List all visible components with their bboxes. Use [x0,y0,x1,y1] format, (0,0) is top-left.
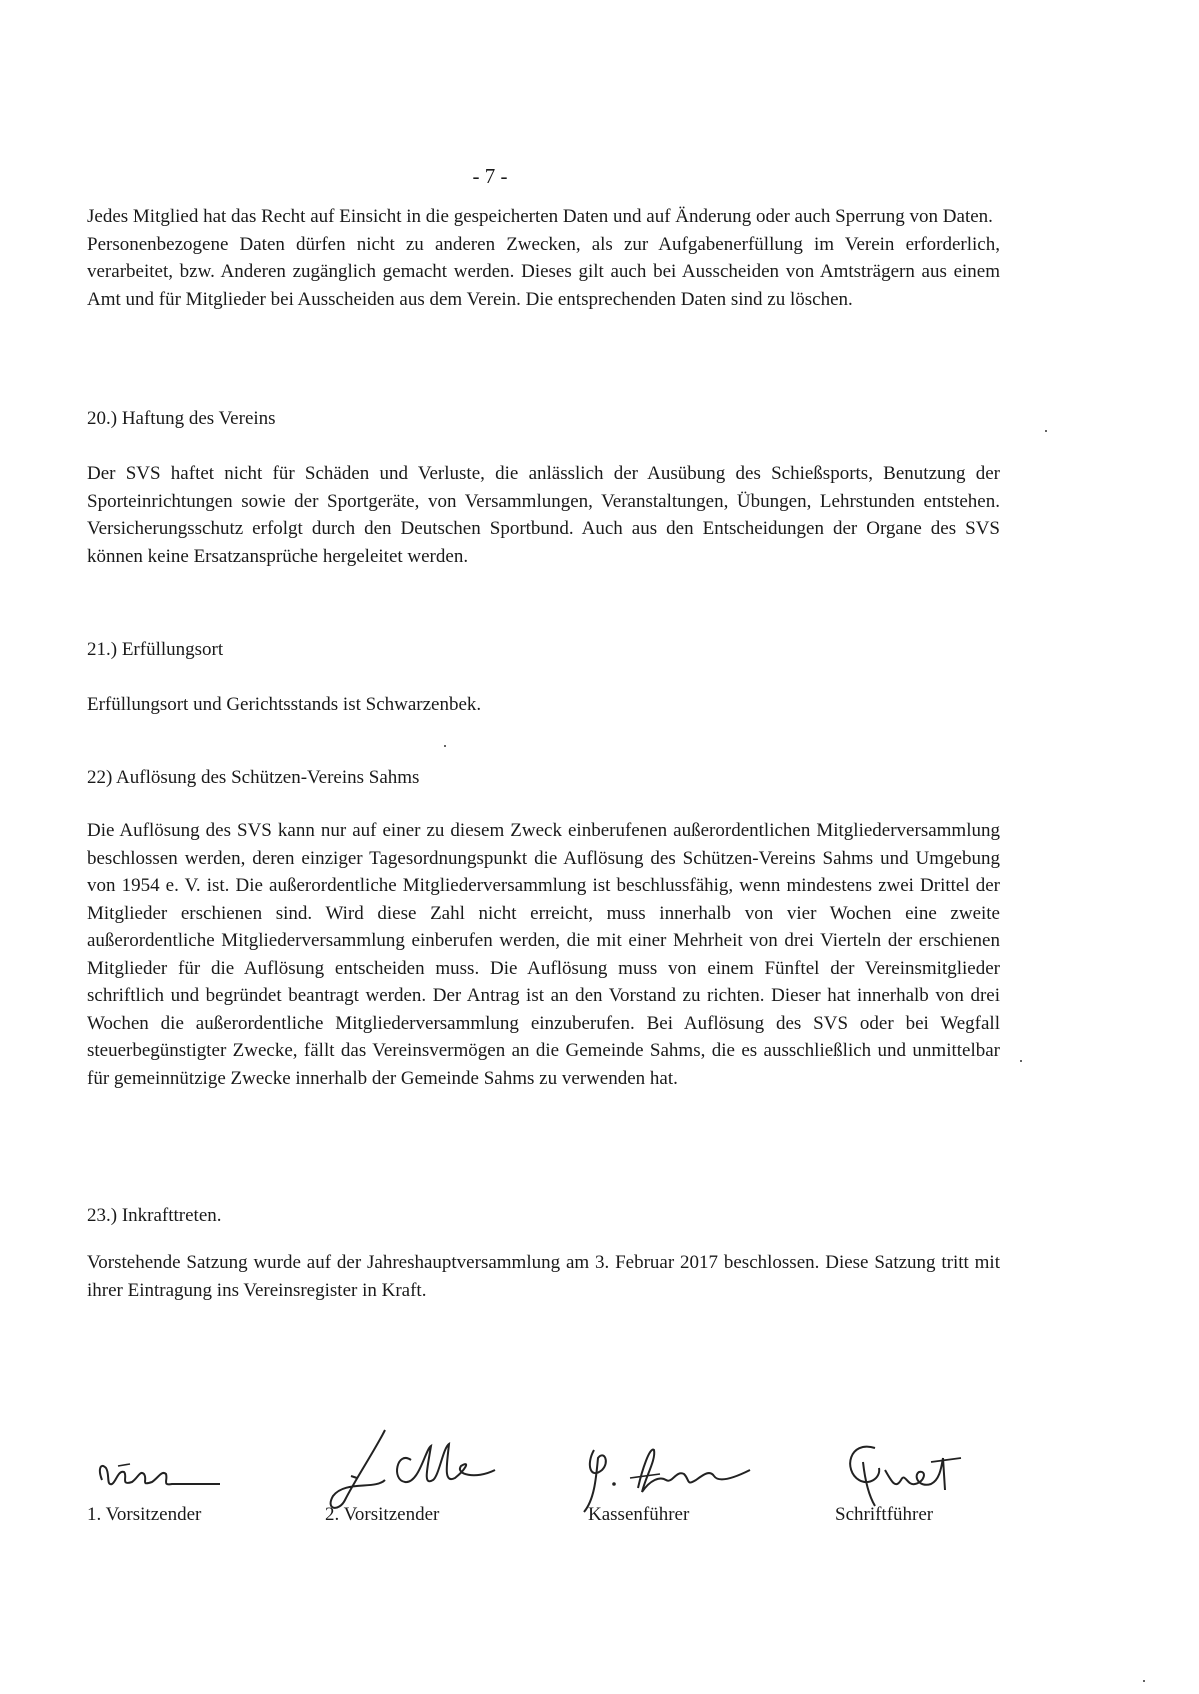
section-body-inkrafttreten: Vorstehende Satzung wurde auf der Jahreshauptversammlung am 3. Februar 2017 beschlossen. Diese Satzung tritt mit ihrer Eintragung ins Vereinsregister in Kraft. [87,1252,1000,1301]
section-heading-aufloesung: 22) Auflösung des Schützen-Vereins Sahms [87,767,420,788]
intro-paragraph-2: Personenbezogene Daten dürfen nicht zu anderen Zwecken, als zur Aufgabenerfüllung im Verein erforderlich, verarbeitet, bzw. Anderen zugänglich gemacht werden. Dieses gilt auch bei Ausscheiden von Amtsträgern aus einem Amt und für Mitglieder bei Ausscheiden aus dem Verein. Die entsprechenden Daten sind zu löschen. [87,233,1000,310]
signature-block [0,1440,1199,1560]
signature-label-schriftfuehrer: Schriftführer [835,1504,934,1525]
section-heading-inkrafttreten: 23.) Inkrafttreten. [87,1205,222,1226]
intro-paragraph-1: Jedes Mitglied hat das Recht auf Einsicht in die gespeicherten Daten und auf Änderung oder auch Sperrung von Daten. [87,206,993,227]
scan-speck [1020,1060,1022,1062]
section-body-aufloesung: Die Auflösung des SVS kann nur auf einer zu diesem Zweck einberufenen außerordentlichen Mitgliederversammlung beschlossen werden, deren einziger Tagesordnungspunkt die Auflösung des Schützen-Vereins Sahms und Umgebung von 1954 e. V. ist. Die außerordentliche Mitgliederversammlung ist beschlussfähig, wenn mindestens zwei Drittel der Mitglieder erschienen sind. Wird diese Zahl nicht erreicht, muss innerhalb von vier Wochen eine zweite außerordentliche Mitgliederversammlung einberufen werden, die mit einer Mehrheit von drei Vierteln der erschienen Mitglieder für die Auflösung entscheiden muss. Die Auflösung muss von einem Fünftel der Vereinsmitglieder schriftlich und begründet beantragt werden. Der Antrag ist an den Vorstand zu richten. Dieser hat innerhalb von drei Wochen die außerordentliche Mitgliederversammlung einzuberufen. Bei Auflösung des SVS oder bei Wegfall steuerbegünstigter Zwecke, fällt das Vereinsvermögen an die Gemeinde Sahms, die es ausschließlich und unmittelbar für gemeinnützige Zwecke innerhalb der Gemeinde Sahms zu verwenden hat. [87,820,1000,1089]
page-number: - 7 - [472,164,508,188]
signature-label-vorsitzender-2: 2. Vorsitzender [325,1504,440,1525]
handwritten-signature-1 [80,1440,230,1510]
signature-label-kassenfuehrer: Kassenführer [588,1504,690,1525]
section-heading-haftung: 20.) Haftung des Vereins [87,408,276,429]
section-body-haftung: Der SVS haftet nicht für Schäden und Verluste, die anlässlich der Ausübung des Schießsports, Benutzung der Sporteinrichtungen sowie der Sportgeräte, von Versammlungen, Veranstaltungen, Übungen, Lehrstunden entstehen. Versicherungsschutz erfolgt durch den Deutschen Sportbund. Auch aus den Entscheidungen der Organe des SVS können keine Ersatzansprüche hergeleitet werden. [87,463,1000,567]
scan-speck [444,745,446,747]
section-heading-erfuellungsort: 21.) Erfüllungsort [87,639,224,660]
section-body-erfuellungsort: Erfüllungsort und Gerichtsstands ist Schwarzenbek. [87,694,482,715]
intro-block [87,203,1000,313]
scan-speck [1143,1680,1145,1682]
signature-label-vorsitzender-1: 1. Vorsitzender [87,1504,202,1525]
scan-speck [1045,430,1047,432]
